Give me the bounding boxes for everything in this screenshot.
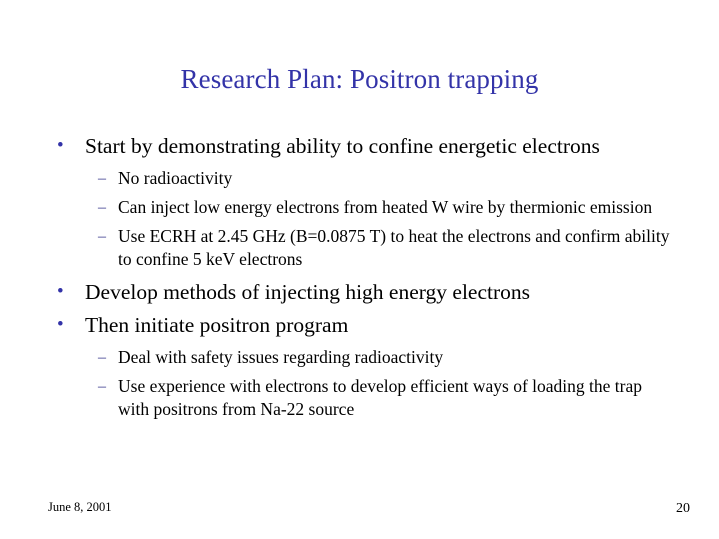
page-title: Research Plan: Positron trapping bbox=[180, 64, 539, 94]
bullet-dash-icon: – bbox=[98, 169, 106, 187]
bullet-item-level2 bbox=[50, 375, 675, 421]
footer-date: June 8, 2001 bbox=[48, 500, 112, 514]
bullet-item-level1 bbox=[50, 312, 675, 339]
bullet-text: Develop methods of injecting high energy electrons bbox=[85, 279, 531, 304]
bullet-item-level2 bbox=[50, 196, 675, 219]
bullet-text: Deal with safety issues regarding radioactivity bbox=[118, 346, 444, 367]
bullet-item-level2 bbox=[50, 346, 675, 369]
bullet-item-level1 bbox=[50, 279, 675, 306]
bullet-dot-icon: • bbox=[57, 135, 64, 156]
bullet-dot-icon: • bbox=[57, 280, 64, 302]
bullet-text: Use ECRH at 2.45 GHz (B=0.0875 T) to heat the electrons and confirm ability to confine 5 keV electrons bbox=[118, 225, 670, 269]
slide-body bbox=[50, 133, 675, 422]
bullet-dot-icon: • bbox=[57, 314, 64, 335]
spacer bbox=[50, 272, 675, 279]
bullet-text: Start by demonstrating ability to confine energetic electrons bbox=[85, 134, 600, 158]
bullet-item-level2 bbox=[50, 225, 675, 271]
bullet-text: No radioactivity bbox=[118, 167, 233, 188]
bullet-text: Use experience with electrons to develop efficient ways of loading the trap with positrons from Na-22 source bbox=[118, 375, 643, 419]
footer-slide-number: 20 bbox=[676, 501, 690, 516]
bullet-dash-icon: – bbox=[98, 198, 106, 216]
bullet-dash-icon: – bbox=[98, 348, 106, 366]
bullet-text: Can inject low energy electrons from heated W wire by thermionic emission bbox=[118, 196, 653, 217]
bullet-item-level2 bbox=[50, 167, 675, 190]
bullet-text: Then initiate positron program bbox=[85, 313, 349, 337]
bullet-dash-icon: – bbox=[98, 227, 106, 245]
bullet-item-level1 bbox=[50, 133, 675, 160]
bullet-dash-icon: – bbox=[98, 377, 106, 395]
